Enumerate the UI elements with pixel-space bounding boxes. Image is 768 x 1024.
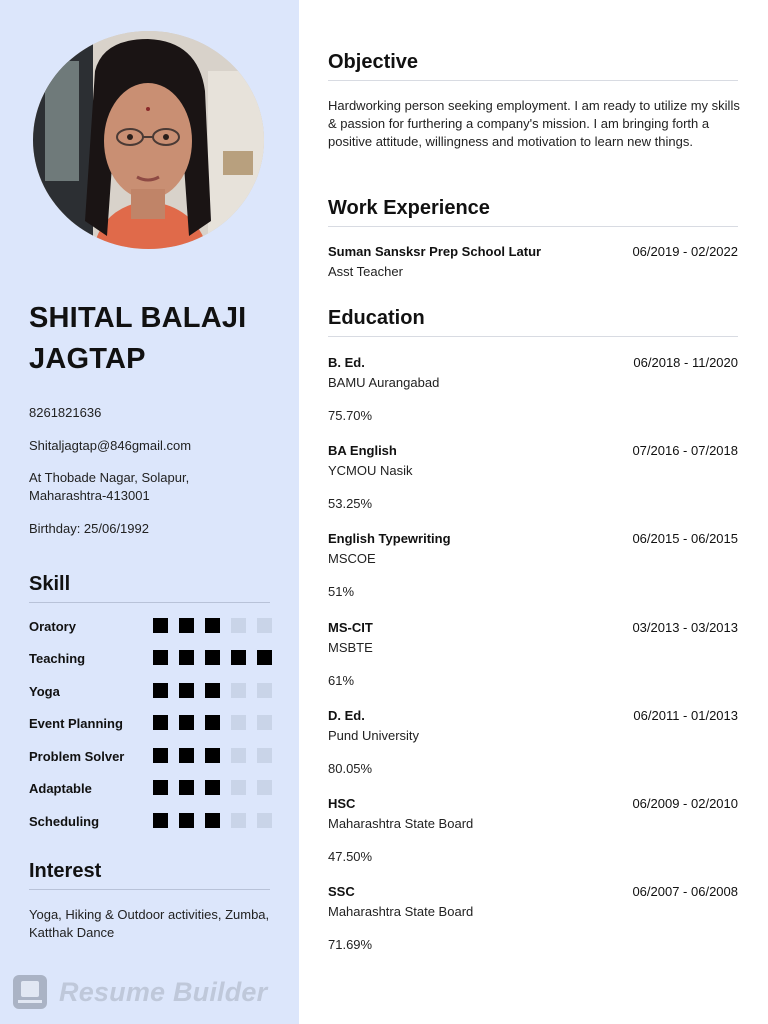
skill-rating	[153, 748, 272, 763]
education-degree: B. Ed.	[328, 355, 365, 370]
education-score: 53.25%	[328, 496, 373, 511]
skill-level-square	[257, 618, 272, 633]
education-institution: MSBTE	[328, 640, 373, 655]
education-degree: BA English	[328, 443, 397, 458]
education-entry	[328, 795, 738, 866]
skill-level-square	[257, 650, 272, 665]
work-role: Asst Teacher	[328, 264, 403, 279]
education-dates: 06/2011 - 01/2013	[633, 708, 738, 723]
education-institution: Maharashtra State Board	[328, 816, 474, 831]
skill-level-square	[179, 748, 194, 763]
work-organization: Suman Sansksr Prep School Latur	[328, 244, 542, 259]
education-institution: YCMOU Nasik	[328, 463, 413, 478]
education-degree: D. Ed.	[328, 708, 365, 723]
skill-level-square	[205, 618, 220, 633]
watermark	[13, 975, 267, 1009]
skill-rating	[153, 813, 272, 828]
education-score: 47.50%	[328, 849, 373, 864]
education-entry	[328, 442, 738, 513]
education-institution: Pund University	[328, 728, 420, 743]
interest-text: Yoga, Hiking & Outdoor activities, Zumba, Katthak Dance	[29, 907, 270, 940]
work-dates: 06/2019 - 02/2022	[632, 244, 738, 259]
skill-level-square	[257, 780, 272, 795]
skill-level-square	[257, 813, 272, 828]
skill-level-square	[179, 813, 194, 828]
education-entry	[328, 354, 738, 425]
education-dates: 03/2013 - 03/2013	[632, 620, 738, 635]
skill-row	[29, 683, 274, 701]
home-address: At Thobade Nagar, Solapur, Maharashtra-413001	[29, 470, 190, 503]
birthday: Birthday: 25/06/1992	[29, 521, 149, 536]
education-degree: SSC	[328, 884, 355, 899]
skill-rating	[153, 618, 272, 633]
education-dates: 06/2015 - 06/2015	[632, 531, 738, 546]
education-entry	[328, 619, 738, 690]
education-institution: MSCOE	[328, 551, 376, 566]
education-entry	[328, 883, 738, 954]
skill-level-square	[257, 748, 272, 763]
profile-photo	[33, 31, 264, 249]
education-score: 80.05%	[328, 761, 373, 776]
skill-name: Oratory	[29, 619, 76, 634]
skill-name: Adaptable	[29, 781, 92, 796]
skill-name: Teaching	[29, 651, 86, 666]
skill-level-square	[153, 748, 168, 763]
skill-row	[29, 618, 274, 636]
education-score: 71.69%	[328, 937, 373, 952]
objective-heading: Objective	[328, 51, 738, 81]
skill-level-square	[231, 618, 246, 633]
resume-builder-logo-icon	[13, 975, 47, 1009]
skill-level-square	[153, 780, 168, 795]
education-degree: English Typewriting	[328, 531, 451, 546]
skill-level-square	[179, 780, 194, 795]
work-experience-heading: Work Experience	[328, 197, 738, 227]
skill-level-square	[153, 683, 168, 698]
skill-level-square	[205, 748, 220, 763]
skill-level-square	[179, 618, 194, 633]
education-degree: MS-CIT	[328, 620, 373, 635]
skill-rating	[153, 715, 272, 730]
skill-row	[29, 715, 274, 733]
education-institution: BAMU Aurangabad	[328, 375, 440, 390]
skill-name: Problem Solver	[29, 749, 125, 764]
skill-level-square	[231, 813, 246, 828]
education-entry	[328, 707, 738, 778]
skill-row	[29, 780, 274, 798]
skill-level-square	[153, 715, 168, 730]
watermark-text: Resume Builder	[59, 976, 268, 1007]
education-score: 51%	[328, 584, 355, 599]
skill-level-square	[179, 715, 194, 730]
education-dates: 07/2016 - 07/2018	[632, 443, 738, 458]
skill-rating	[153, 683, 272, 698]
skill-level-square	[205, 650, 220, 665]
skill-level-square	[231, 715, 246, 730]
skill-level-square	[153, 813, 168, 828]
skill-row	[29, 748, 274, 766]
skill-level-square	[153, 618, 168, 633]
skill-name: Yoga	[29, 684, 60, 699]
education-dates: 06/2018 - 11/2020	[633, 355, 738, 370]
skill-level-square	[257, 683, 272, 698]
skill-level-square	[205, 813, 220, 828]
phone-number: 8261821636	[29, 405, 102, 420]
email-address: Shitaljagtap@846gmail.com	[29, 438, 192, 453]
skill-level-square	[153, 650, 168, 665]
profile-photo-illustration	[33, 31, 264, 249]
education-score: 75.70%	[328, 408, 373, 423]
work-entry	[328, 243, 738, 281]
skill-level-square	[205, 683, 220, 698]
skill-name: Scheduling	[29, 814, 100, 829]
skill-level-square	[231, 650, 246, 665]
interest-heading: Interest	[29, 860, 270, 890]
candidate-name: SHITAL BALAJI JAGTAP	[29, 302, 247, 375]
skill-level-square	[205, 780, 220, 795]
education-heading: Education	[328, 307, 738, 337]
skill-level-square	[179, 650, 194, 665]
skill-name: Event Planning	[29, 716, 123, 731]
skill-level-square	[231, 780, 246, 795]
sidebar	[0, 0, 299, 1024]
skill-level-square	[179, 683, 194, 698]
education-entry	[328, 530, 738, 601]
skill-level-square	[231, 748, 246, 763]
education-institution: Maharashtra State Board	[328, 904, 474, 919]
main-content	[299, 0, 768, 1024]
education-score: 61%	[328, 673, 355, 688]
skill-heading: Skill	[29, 573, 270, 603]
skill-level-square	[257, 715, 272, 730]
education-dates: 06/2009 - 02/2010	[632, 796, 738, 811]
skill-rating	[153, 780, 272, 795]
education-degree: HSC	[328, 796, 356, 811]
skill-rating	[153, 650, 272, 665]
skill-row	[29, 813, 274, 831]
skill-level-square	[231, 683, 246, 698]
skill-row	[29, 650, 274, 668]
education-dates: 06/2007 - 06/2008	[632, 884, 738, 899]
objective-text: Hardworking person seeking employment. I am ready to utilize my skills & passion for furthering a company's mission. I am bringing forth a positive attitude, willingness and motivation to learn new things.	[328, 98, 740, 149]
skill-level-square	[205, 715, 220, 730]
